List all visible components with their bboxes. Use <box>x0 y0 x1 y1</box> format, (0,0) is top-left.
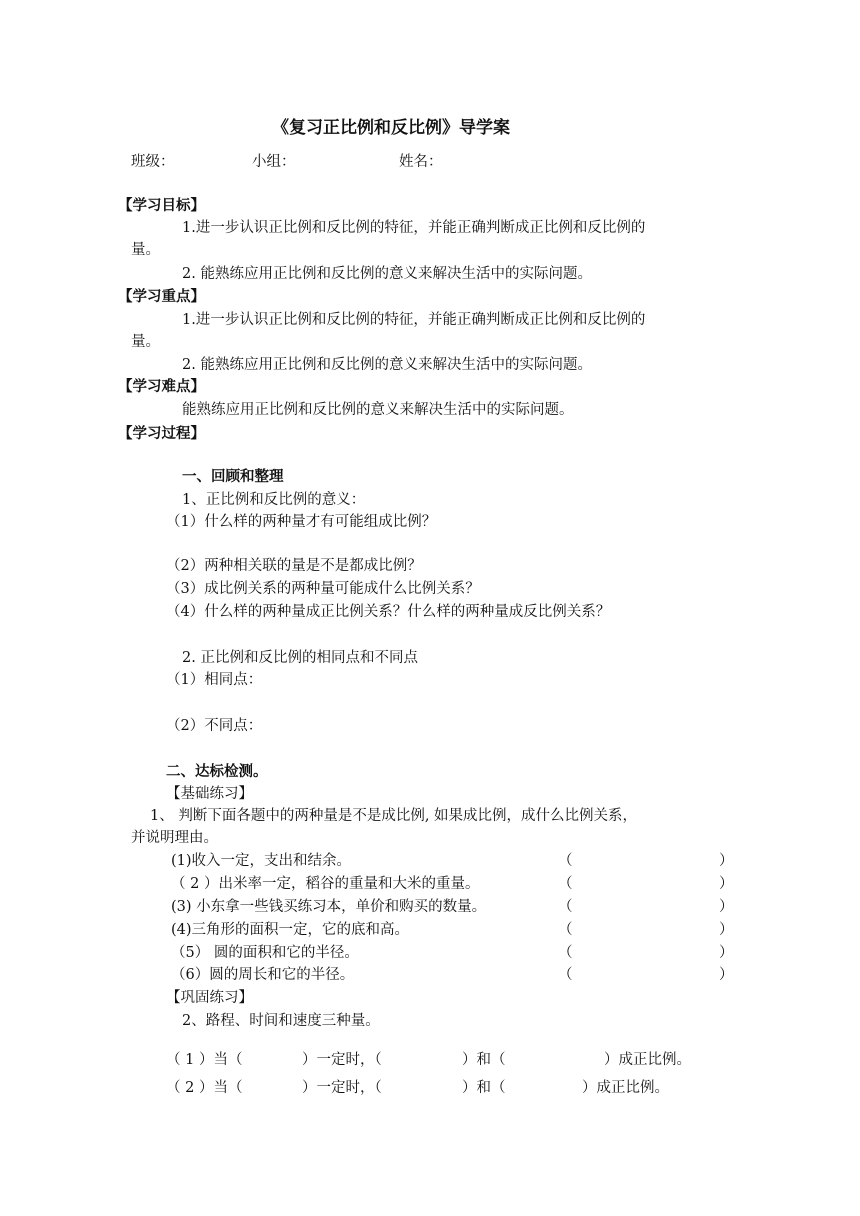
fill-blank-2-suffix: ）成正比例。 <box>582 1080 669 1096</box>
basic-practice-heading: 【基础练习】 <box>166 786 253 802</box>
difficulty-text: 能熟练应用正比例和反比例的意义来解决生活中的实际问题。 <box>182 402 574 418</box>
section1-title: 一、回顾和整理 <box>182 469 284 485</box>
question-1-intro: 1、正比例和反比例的意义： <box>182 492 366 508</box>
goals-heading: 【学习目标】 <box>118 198 205 214</box>
goals-item1: 1.进一步认识正比例和反比例的特征，并能正确判断成正比例和反比例的 <box>182 220 646 236</box>
answer-paren-close: ） <box>719 899 734 915</box>
judge-item: (3) 小东拿一些钱买练习本，单价和购买的数量。 <box>171 899 487 915</box>
group-field-label: 小组： <box>252 154 296 170</box>
fill-blank-2-mid2: ）和（ <box>462 1080 506 1096</box>
fill-blank-1-prefix: （ 1 ）当（ <box>166 1052 243 1068</box>
consolidate-heading: 【巩固练习】 <box>166 990 253 1006</box>
goals-item2: 2. 能熟练应用正比例和反比例的意义来解决生活中的实际问题。 <box>182 266 592 282</box>
focus-item2: 2. 能熟练应用正比例和反比例的意义来解决生活中的实际问题。 <box>182 357 592 373</box>
question-1-2: （2）两种相关联的量是不是都成比例？ <box>166 558 422 574</box>
focus-item1-cont: 量。 <box>131 334 160 350</box>
fill-blank-2-prefix: （ 2 ）当（ <box>166 1080 243 1096</box>
judge-item: （ 2 ）出米率一定，稻谷的重量和大米的重量。 <box>171 876 480 892</box>
fill-blank-2-mid1: ）一定时，（ <box>302 1080 382 1096</box>
answer-paren-close: ） <box>719 922 734 938</box>
process-heading: 【学习过程】 <box>118 426 205 442</box>
answer-paren-close: ） <box>719 853 734 869</box>
section2-title: 二、达标检测。 <box>166 764 268 780</box>
answer-paren-open: （ <box>558 967 573 983</box>
fill-blank-1-suffix: ）成正比例。 <box>604 1052 691 1068</box>
consolidate-question-2: 2、路程、时间和速度三种量。 <box>182 1013 380 1029</box>
question-2-2: （2）不同点： <box>166 718 263 734</box>
judge-item: （6）圆的周长和它的半径。 <box>171 967 355 983</box>
class-field-label: 班级： <box>131 154 175 170</box>
question-2-intro: 2. 正比例和反比例的相同点和不同点 <box>182 650 418 666</box>
answer-paren-open: （ <box>558 922 573 938</box>
focus-heading: 【学习重点】 <box>118 289 205 305</box>
answer-paren-open: （ <box>558 945 573 961</box>
question-1-1: （1）什么样的两种量才有可能组成比例？ <box>166 514 437 530</box>
answer-paren-close: ） <box>719 945 734 961</box>
name-field-label: 姓名： <box>399 154 443 170</box>
answer-paren-open: （ <box>558 853 573 869</box>
difficulty-heading: 【学习难点】 <box>118 379 205 395</box>
question-2-1: （1）相同点： <box>166 672 263 688</box>
fill-blank-1-mid2: ）和（ <box>462 1052 506 1068</box>
answer-paren-open: （ <box>558 876 573 892</box>
focus-item1: 1.进一步认识正比例和反比例的特征，并能正确判断成正比例和反比例的 <box>182 312 646 328</box>
judge-item: (4)三角形的面积一定，它的底和高。 <box>171 922 410 938</box>
fill-blank-1-mid1: ）一定时，（ <box>302 1052 382 1068</box>
goals-item1-cont: 量。 <box>131 242 160 258</box>
judge-question-cont: 并说明理由。 <box>131 830 218 846</box>
judge-item: （5） 圆的面积和它的半径。 <box>171 945 359 961</box>
answer-paren-open: （ <box>558 899 573 915</box>
question-1-4: （4）什么样的两种量成正比例关系？什么样的两种量成反比例关系？ <box>166 604 611 620</box>
judge-question: 1、 判断下面各题中的两种量是不是成比例, 如果成比例，成什么比例关系， <box>150 808 638 824</box>
answer-paren-close: ） <box>719 876 734 892</box>
judge-item: (1)收入一定，支出和结余。 <box>171 853 352 869</box>
page-title: 《复习正比例和反比例》导学案 <box>272 118 510 138</box>
question-1-3: （3）成比例关系的两种量可能成什么比例关系？ <box>166 581 480 597</box>
answer-paren-close: ） <box>719 967 734 983</box>
